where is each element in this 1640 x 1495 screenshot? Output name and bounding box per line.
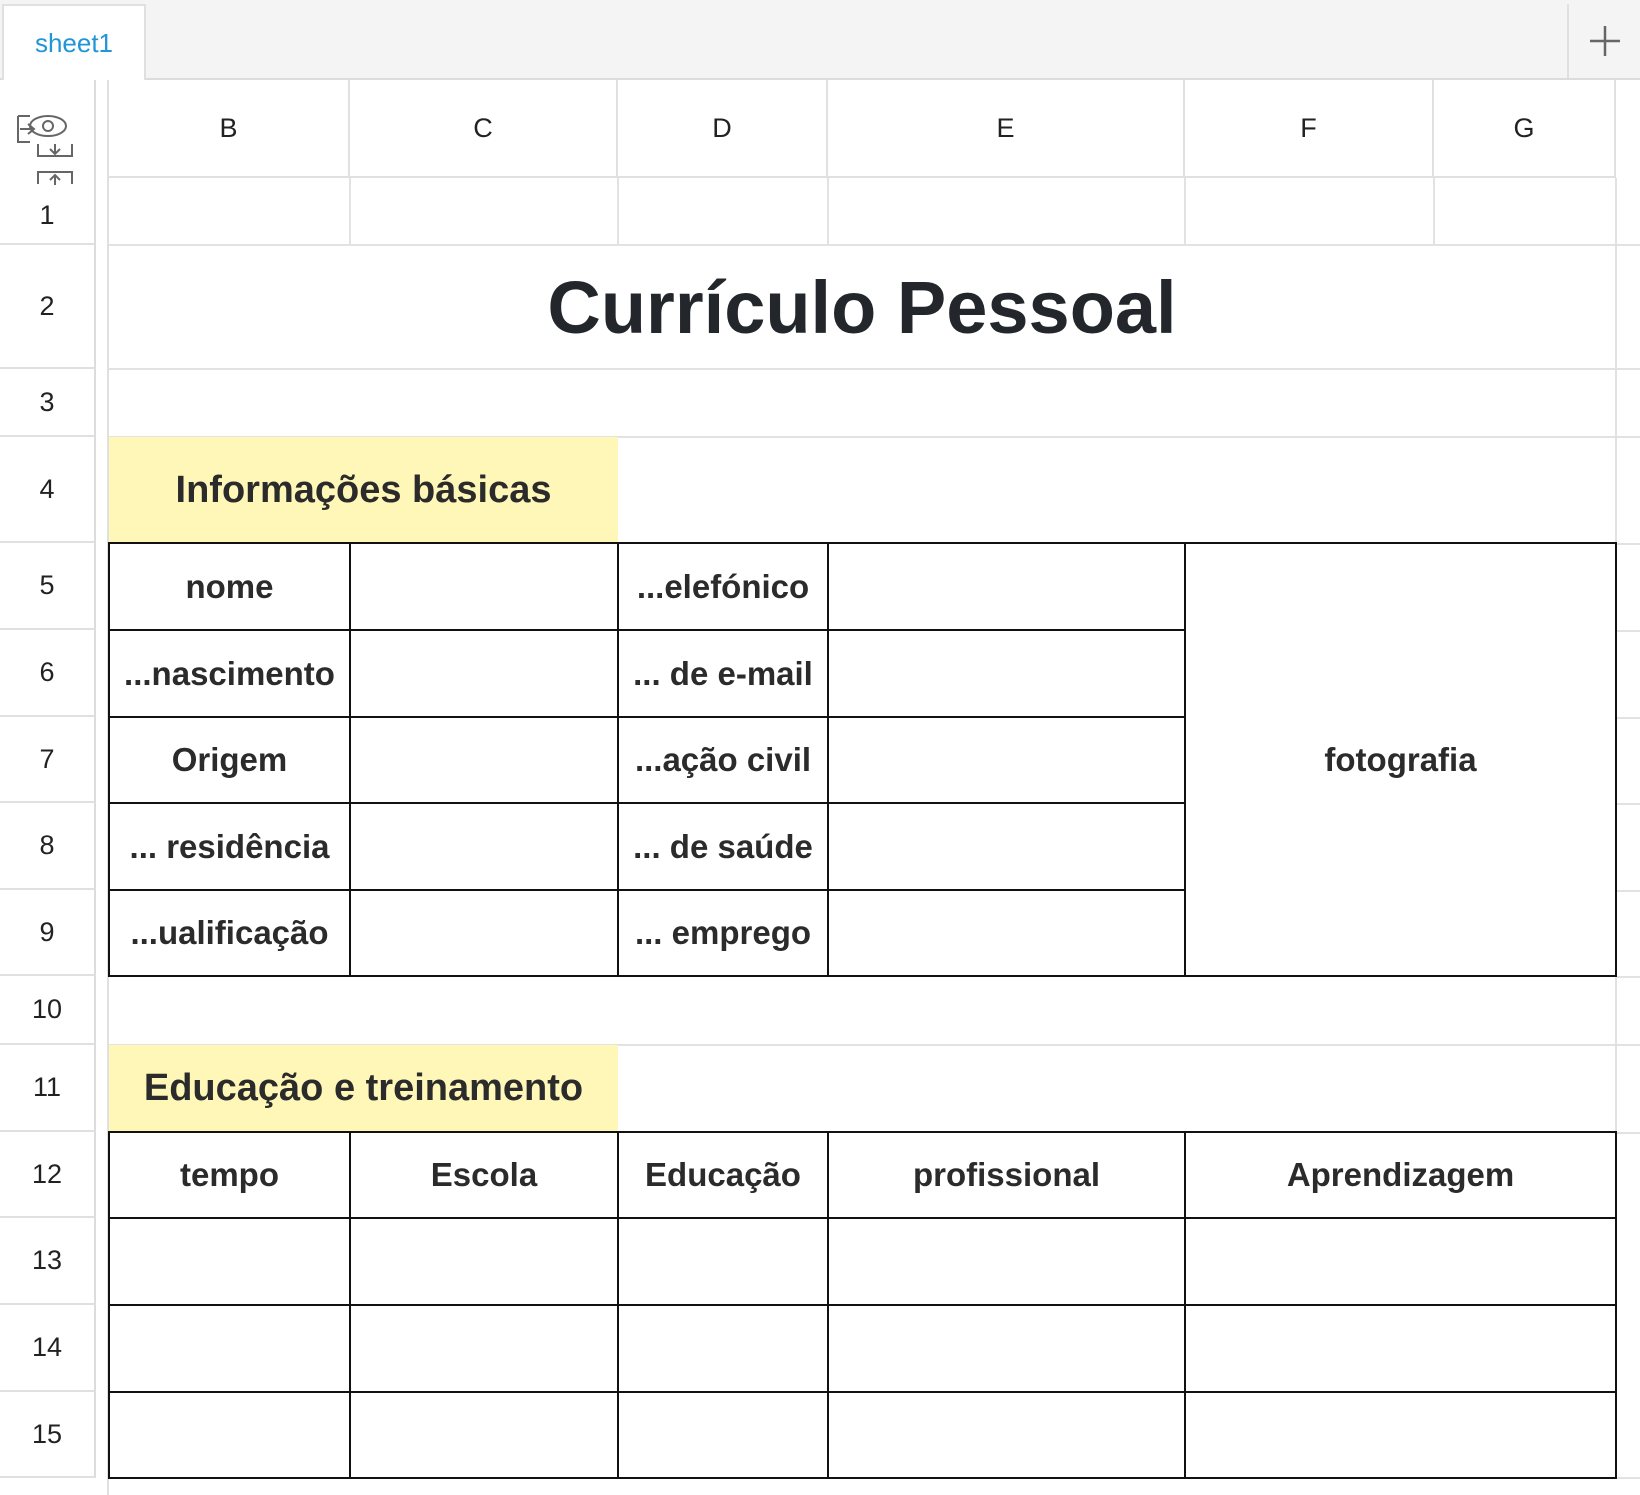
table-border bbox=[617, 1131, 619, 1479]
table-border bbox=[108, 1217, 1617, 1219]
row-header-2[interactable]: 2 bbox=[0, 245, 96, 369]
label-situacao-civil[interactable]: ...ação civil bbox=[634, 741, 812, 778]
gridline bbox=[1616, 543, 1640, 545]
value-origem[interactable] bbox=[350, 717, 618, 803]
table-border bbox=[108, 975, 1617, 977]
gridline bbox=[1616, 803, 1640, 805]
label-telefonico[interactable]: ...elefónico bbox=[636, 567, 810, 605]
row-header-7[interactable]: 7 bbox=[0, 717, 96, 803]
row-header-12[interactable]: 12 bbox=[0, 1132, 96, 1218]
table-border bbox=[1615, 542, 1617, 977]
value-nascimento[interactable] bbox=[350, 630, 618, 717]
edu-header-profissional[interactable]: profissional bbox=[912, 1156, 1101, 1193]
table-border bbox=[108, 542, 1617, 544]
table-border bbox=[108, 1391, 1617, 1393]
value-telefonico[interactable] bbox=[828, 543, 1185, 630]
table-border bbox=[1184, 542, 1186, 977]
column-header-g[interactable]: G bbox=[1434, 80, 1616, 178]
gridline bbox=[827, 178, 829, 245]
label-nome[interactable]: nome bbox=[185, 567, 274, 605]
table-border bbox=[1615, 1131, 1617, 1479]
column-header-c[interactable]: C bbox=[350, 80, 618, 178]
table-border bbox=[827, 1131, 829, 1479]
table-border bbox=[108, 802, 1186, 804]
edu-header-escola[interactable]: Escola bbox=[430, 1156, 538, 1193]
row-header-8[interactable]: 8 bbox=[0, 803, 96, 890]
table-border bbox=[617, 542, 619, 977]
resume-title[interactable]: Currículo Pessoal bbox=[547, 265, 1177, 349]
row-header-4[interactable]: 4 bbox=[0, 437, 96, 543]
row-header-11[interactable]: 11 bbox=[0, 1045, 96, 1132]
table-border bbox=[108, 1131, 1617, 1133]
label-email[interactable]: ... de e-mail bbox=[633, 654, 813, 692]
label-saude[interactable]: ... de saúde bbox=[633, 827, 813, 865]
edu-header-aprendizagem[interactable]: Aprendizagem bbox=[1286, 1156, 1515, 1193]
label-nascimento[interactable]: ...nascimento bbox=[124, 654, 335, 692]
value-situacao-civil[interactable] bbox=[828, 717, 1185, 803]
table-border bbox=[349, 1131, 351, 1479]
gridline bbox=[349, 178, 351, 245]
edu-header-educacao[interactable]: Educação bbox=[645, 1156, 801, 1193]
value-residencia[interactable] bbox=[350, 803, 618, 890]
column-header-d[interactable]: D bbox=[618, 80, 828, 178]
table-border bbox=[108, 716, 1186, 718]
value-email[interactable] bbox=[828, 630, 1185, 717]
gridline bbox=[1616, 630, 1640, 632]
row-header-3[interactable]: 3 bbox=[0, 369, 96, 437]
edu-header-tempo[interactable]: tempo bbox=[180, 1156, 279, 1193]
value-nome[interactable] bbox=[350, 543, 618, 630]
table-border bbox=[108, 1477, 1617, 1479]
gridline bbox=[617, 178, 619, 245]
table-border bbox=[108, 1131, 110, 1479]
gridline bbox=[1616, 1132, 1640, 1134]
gridline bbox=[1616, 890, 1640, 892]
row-header-15[interactable]: 15 bbox=[0, 1392, 96, 1478]
table-border bbox=[108, 889, 1186, 891]
row-header-5[interactable]: 5 bbox=[0, 543, 96, 630]
row-header-1[interactable]: 1 bbox=[0, 178, 96, 245]
value-emprego[interactable] bbox=[828, 890, 1185, 976]
table-border bbox=[827, 542, 829, 977]
label-emprego[interactable]: ... emprego bbox=[634, 914, 812, 951]
photo-cell[interactable]: fotografia bbox=[1324, 740, 1477, 778]
label-origem[interactable]: Origem bbox=[171, 741, 288, 778]
row-header-10[interactable]: 10 bbox=[0, 976, 96, 1045]
column-header-b[interactable]: B bbox=[109, 80, 350, 178]
label-qualificacao[interactable]: ...ualificação bbox=[130, 914, 329, 951]
label-residencia[interactable]: ... residência bbox=[129, 827, 330, 865]
basic-info-heading[interactable]: Informações básicas bbox=[109, 437, 618, 543]
gridline bbox=[1616, 717, 1640, 719]
row-header-6[interactable]: 6 bbox=[0, 630, 96, 717]
column-header-f[interactable]: F bbox=[1185, 80, 1434, 178]
value-saude[interactable] bbox=[828, 803, 1185, 890]
table-border bbox=[108, 542, 110, 977]
row-header-13[interactable]: 13 bbox=[0, 1218, 96, 1305]
education-heading[interactable]: Educação e treinamento bbox=[109, 1045, 618, 1132]
sheet-corner[interactable] bbox=[0, 80, 96, 178]
value-qualificacao[interactable] bbox=[350, 890, 618, 976]
table-border bbox=[108, 629, 1186, 631]
row-header-14[interactable]: 14 bbox=[0, 1305, 96, 1392]
table-border bbox=[349, 542, 351, 977]
column-header-e[interactable]: E bbox=[828, 80, 1185, 178]
sheet-tab-bar bbox=[0, 0, 1640, 80]
table-border bbox=[108, 1304, 1617, 1306]
add-sheet-button[interactable] bbox=[1567, 4, 1640, 78]
row-header-9[interactable]: 9 bbox=[0, 890, 96, 976]
gridline bbox=[1616, 976, 1640, 978]
gridline bbox=[1184, 178, 1186, 245]
table-border bbox=[1184, 1131, 1186, 1479]
sheet-tab[interactable]: sheet1 bbox=[2, 4, 146, 80]
plus-icon bbox=[1588, 24, 1622, 58]
gridline bbox=[1433, 178, 1435, 245]
